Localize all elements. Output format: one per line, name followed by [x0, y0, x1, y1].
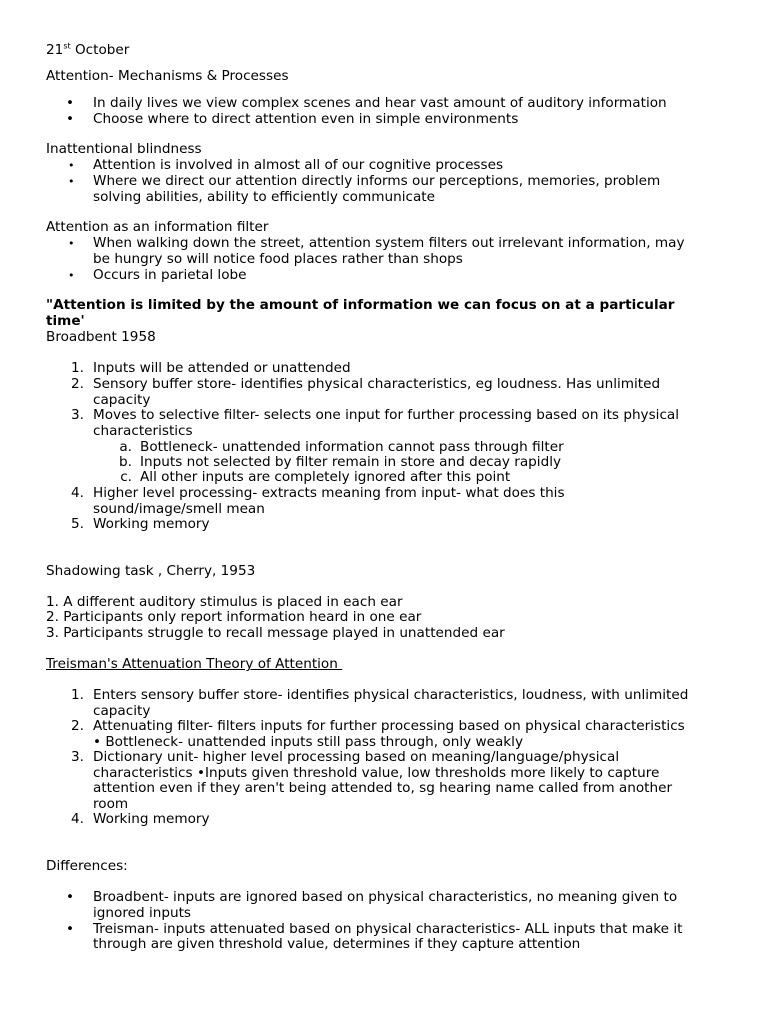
sub-list-item: Inputs not selected by filter remain in store and decay rapidly — [140, 454, 562, 470]
list-item: Higher level processing- extracts meaning from input- what does this — [93, 485, 565, 501]
date-month: October — [70, 42, 130, 58]
list-item: Where we direct our attention directly informs our perceptions, memories, problem — [93, 173, 661, 189]
bullet-icon: • — [66, 111, 75, 127]
list-item: Broadbent- inputs are ignored based on physical characteristics, no meaning given to — [93, 889, 678, 905]
list-item-continuation: characteristics •Inputs given threshold value, low thresholds more likely to capture — [93, 765, 660, 781]
list-item: Inputs will be attended or unattended — [93, 360, 351, 376]
list-number: 4. — [71, 485, 84, 501]
list-item-continuation: solving abilities, ability to efficiently communicate — [93, 189, 435, 205]
bullet-icon: • — [68, 175, 75, 188]
list-item: Working memory — [93, 811, 210, 827]
list-letter: a. — [119, 439, 132, 455]
list-item: Sensory buffer store- identifies physical characteristics, eg loudness. Has unlimited — [93, 376, 661, 392]
list-letter: b. — [119, 454, 132, 470]
list-item-continuation: • Bottleneck- unattended inputs still pass through, only weakly — [93, 734, 523, 750]
shadowing-line: 3. Participants struggle to recall message played in unattended ear — [46, 625, 505, 641]
list-item: When walking down the street, attention system filters out irrelevant information, may — [93, 235, 685, 251]
section-heading-treisman: Treisman's Attenuation Theory of Attention — [46, 656, 343, 672]
list-number: 1. — [71, 360, 84, 376]
section-heading-differences: Differences: — [46, 858, 128, 874]
section-heading-inattentional: Inattentional blindness — [46, 141, 202, 157]
list-item: Treisman- inputs attenuated based on physical characteristics- ALL inputs that make it — [93, 921, 683, 937]
list-item-continuation: capacity — [93, 392, 151, 408]
list-number: 4. — [71, 811, 84, 827]
list-item-continuation: sound/image/smell mean — [93, 501, 265, 517]
list-item: Moves to selective filter- selects one input for further processing based on its physical — [93, 407, 680, 423]
bullet-icon: • — [66, 921, 75, 937]
bullet-icon: • — [68, 269, 75, 282]
section-heading-shadowing: Shadowing task , Cherry, 1953 — [46, 563, 256, 579]
list-number: 5. — [71, 516, 84, 532]
shadowing-line: 1. A different auditory stimulus is placed in each ear — [46, 594, 403, 610]
list-number: 1. — [71, 687, 84, 703]
shadowing-line: 2. Participants only report information heard in one ear — [46, 609, 422, 625]
page-title: Attention- Mechanisms & Processes — [46, 68, 289, 84]
bullet-icon: • — [68, 237, 75, 250]
list-number: 2. — [71, 376, 84, 392]
list-item-continuation: be hungry so will notice food places rather than shops — [93, 251, 463, 267]
list-item: Working memory — [93, 516, 210, 532]
list-letter: c. — [120, 469, 132, 485]
list-number: 3. — [71, 749, 84, 765]
section-heading-filter: Attention as an information filter — [46, 219, 269, 235]
list-item-continuation: characteristics — [93, 423, 193, 439]
list-item: Attention is involved in almost all of our cognitive processes — [93, 157, 504, 173]
section-heading-broadbent: Broadbent 1958 — [46, 329, 156, 345]
bullet-icon: • — [66, 889, 75, 905]
sub-list-item: All other inputs are completely ignored after this point — [140, 469, 511, 485]
list-number: 2. — [71, 718, 84, 734]
quote-line: "Attention is limited by the amount of information we can focus on at a particular — [46, 297, 675, 313]
bullet-icon: • — [68, 159, 75, 172]
list-item-continuation: through are given threshold value, determines if they capture attention — [93, 936, 581, 952]
date-day: 21 — [46, 42, 64, 58]
list-item: In daily lives we view complex scenes and hear vast amount of auditory information — [93, 95, 667, 111]
list-item-continuation: ignored inputs — [93, 905, 191, 921]
list-item-continuation: capacity — [93, 703, 151, 719]
date-suffix: st — [63, 41, 71, 51]
sub-list-item: Bottleneck- unattended information cannot pass through filter — [140, 439, 564, 455]
date-line — [46, 43, 129, 59]
list-item: Occurs in parietal lobe — [93, 267, 247, 283]
list-item-continuation: room — [93, 796, 129, 812]
list-item: Attenuating filter- filters inputs for further processing based on physical characteristics — [93, 718, 685, 734]
list-item-continuation: attention even if they aren't being attended to, sg hearing name called from another — [93, 780, 673, 796]
bullet-icon: • — [66, 95, 75, 111]
list-item: Dictionary unit- higher level processing based on meaning/language/physical — [93, 749, 620, 765]
list-item: Choose where to direct attention even in simple environments — [93, 111, 519, 127]
list-number: 3. — [71, 407, 84, 423]
list-item: Enters sensory buffer store- identifies physical characteristics, loudness, with unlimited — [93, 687, 689, 703]
quote-line: time' — [46, 313, 85, 329]
